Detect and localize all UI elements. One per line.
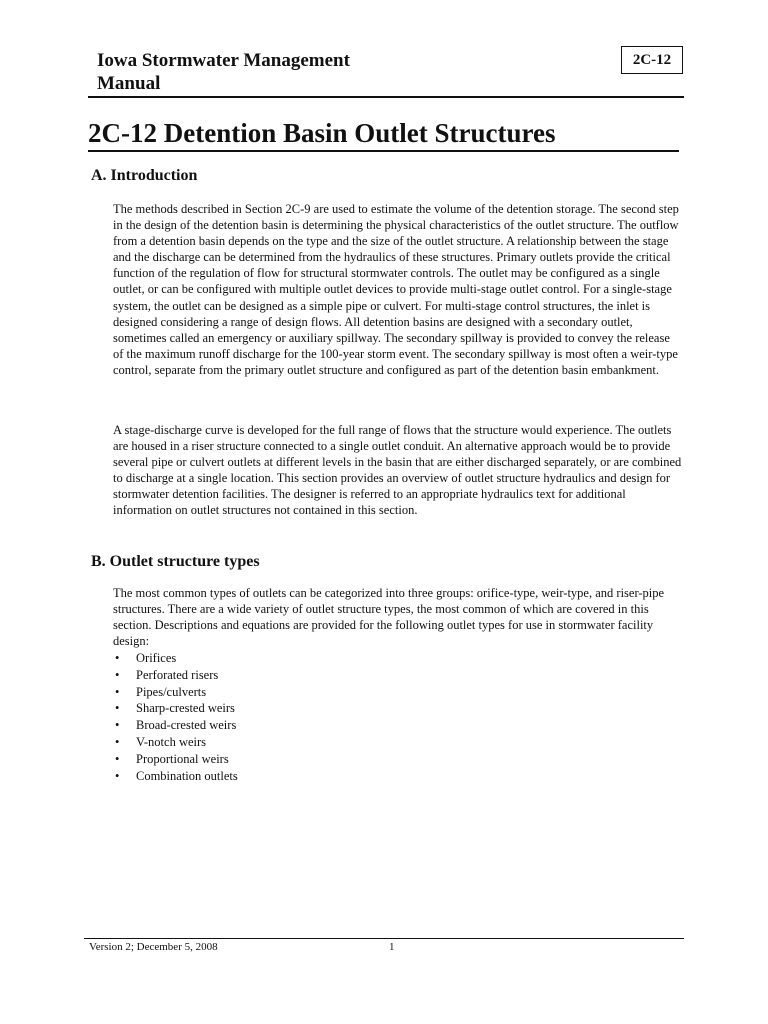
title-divider <box>88 150 679 152</box>
page-number: 1 <box>389 941 395 953</box>
list-item: • Orifices <box>115 651 177 665</box>
footer-version: Version 2; December 5, 2008 <box>89 941 218 953</box>
manual-title: Iowa Stormwater Management Manual <box>97 50 350 94</box>
intro-paragraph-1: The methods described in Section 2C-9 are used to estimate the volume of the detention storage. The second step in the design of the detention basin is determining the physical characteristics of the outlet structure. The outflow from a detention basin depends on the type and the size of the outlet structure. A relationship between the stage and the discharge can be determined from the hydraulics of these structures. Primary outlets provide the critical function of the regulation of flow for structural stormwater controls. The outlet may be configured as a single outlet, or can be configured with multiple outlet devices to provide multi-stage outlet control. For a single-stage system, the outlet can be designed as a simple pipe or culvert. For multi-stage control structures, the inlet is designed considering a range of design flows. All detention basins are designed with a secondary outlet, sometimes called an emergency or auxiliary spillway. The secondary spillway is provided to convey the release of the maximum runoff discharge for the 100-year storm event. The secondary spillway is most often a weir-type control, separate from the primary outlet structure and configured as part of the detention basin embankment. <box>113 202 679 377</box>
section-heading-outlet-types: B. Outlet structure types <box>91 553 260 570</box>
list-item: • Broad-crested weirs <box>115 718 237 733</box>
intro-paragraph-2: A stage-discharge curve is developed for the full range of flows that the structure would experience. The outlets are housed in a riser structure connected to a single outlet conduit. An alternative approach would be to provide several pipe or culvert outlets at different levels in the basin that are either discharged separately, or are combined to discharge at a single location. This section provides an overview of outlet structure hydraulics and design for stormwater detention facilities. The designer is referred to an appropriate hydraulics text for additional information on outlet structures not contained in this section. <box>113 423 682 518</box>
outlet-types-paragraph: The most common types of outlets can be categorized into three groups: orifice-type, weir-type, and riser-pipe structures. There are a wide variety of outlet structure types, the most common of which are covered in this section. Descriptions and equations are provided for the following outlet types for use in stormwater facility design: <box>113 586 665 649</box>
list-item: • Perforated risers <box>115 667 219 682</box>
header-divider <box>88 96 684 98</box>
section-heading-introduction: A. Introduction <box>91 167 198 184</box>
list-item: • Sharp-crested weirs <box>115 701 235 716</box>
list-item: • V-notch weirs <box>115 734 207 749</box>
list-item: • Combination outlets <box>115 768 238 783</box>
page-title: 2C-12 Detention Basin Outlet Structures <box>88 118 556 148</box>
list-item: • Proportional weirs <box>115 751 229 766</box>
list-item: • Pipes/culverts <box>115 684 207 699</box>
outlet-types-list <box>113 650 238 784</box>
footer-divider <box>84 938 684 939</box>
section-code-badge: 2C-12 <box>621 46 683 74</box>
